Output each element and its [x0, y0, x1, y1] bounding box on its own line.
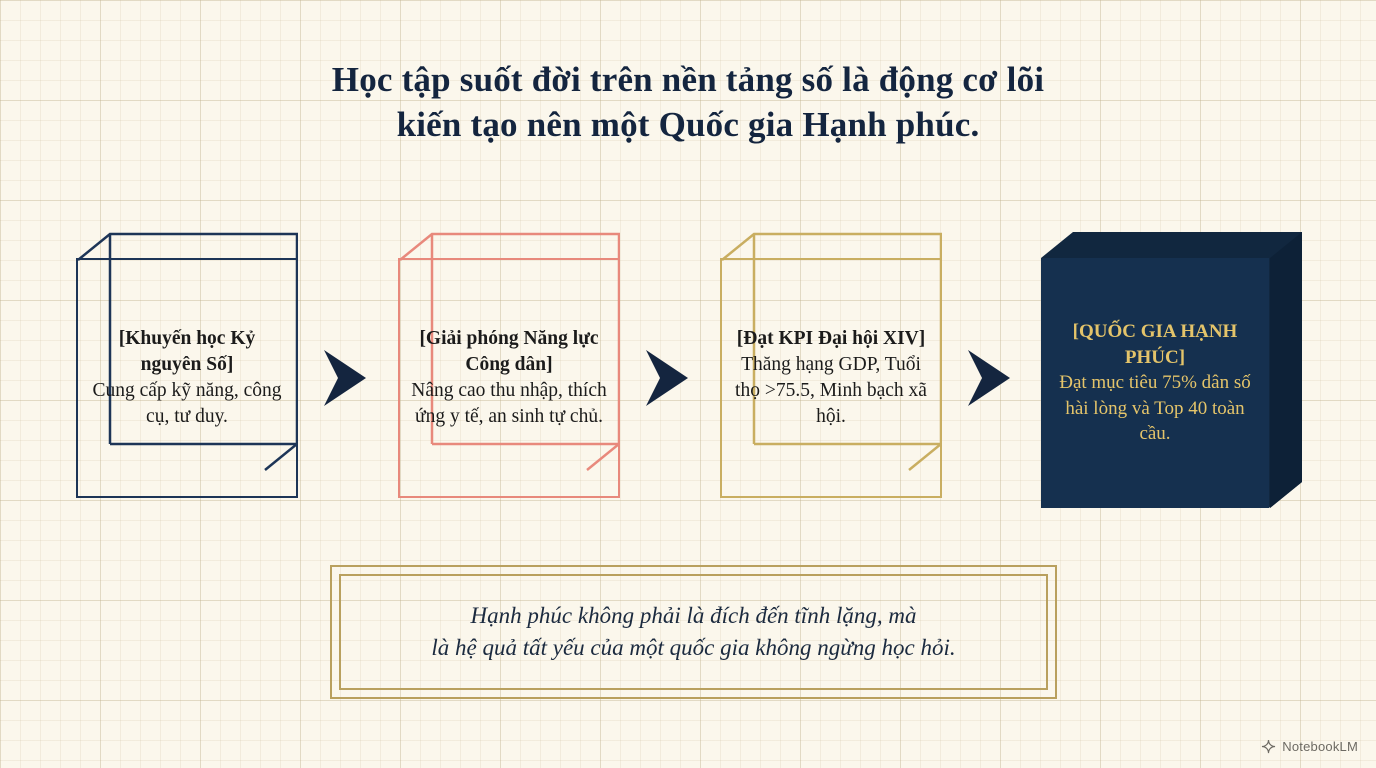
- quote-text: [364, 585, 1023, 679]
- notebooklm-logo-icon: [1261, 739, 1276, 754]
- flow-step-1-body: Cung cấp kỹ năng, công cụ, tư duy.: [92, 380, 282, 427]
- arrow-right-icon: [968, 350, 1010, 406]
- arrow-right-icon: [324, 350, 366, 406]
- watermark: [1261, 739, 1358, 754]
- cube-front-face-1: [76, 258, 298, 498]
- page-title-line-1: Học tập suốt đời trên nền tảng số là động cơ lõi: [331, 60, 1045, 99]
- flow-step-1-label: [87, 326, 287, 430]
- flow-step-3-heading: [Đạt KPI Đại hội XIV]: [736, 328, 926, 350]
- flow-step-2-heading: [Giải phóng Năng lực Công dân]: [419, 328, 599, 376]
- cube-front-face-3: [720, 258, 942, 498]
- flow-step-2-label: [409, 326, 609, 430]
- flow-arrow-1: [324, 350, 366, 406]
- flow-step-4-label: [1053, 319, 1258, 447]
- cube-front-face-4: [1041, 258, 1269, 508]
- quote-corner-bottom-left: [339, 664, 365, 690]
- flow-step-1-heading: [Khuyến học Kỷ nguyên Số]: [118, 328, 256, 376]
- cube-front-face-2: [398, 258, 620, 498]
- process-flow: [66, 232, 1316, 517]
- flow-step-3-label: [731, 326, 931, 430]
- flow-arrow-2: [646, 350, 688, 406]
- page-title-line-2: kiến tạo nên một Quốc gia Hạnh phúc.: [396, 104, 980, 144]
- quote-line-1: Hạnh phúc không phải là đích đến tĩnh lặng, mà: [470, 602, 917, 628]
- arrow-right-icon: [646, 350, 688, 406]
- flow-step-4-heading: [QUỐC GIA HẠNH PHÚC]: [1072, 320, 1238, 368]
- page-title: [0, 58, 1376, 148]
- flow-step-4-body: Đạt mục tiêu 75% dân số hài lòng và Top 40 toàn cầu.: [1059, 372, 1251, 445]
- quote-corner-top-right: [1022, 574, 1048, 600]
- quote-panel: [330, 565, 1057, 699]
- quote-corner-top-left: [339, 574, 365, 600]
- quote-corner-bottom-right: [1022, 664, 1048, 690]
- watermark-label: NotebookLM: [1282, 739, 1358, 754]
- quote-line-2: là hệ quả tất yếu của một quốc gia không ngừng học hỏi.: [431, 635, 956, 660]
- flow-arrow-3: [968, 350, 1010, 406]
- flow-step-2-body: Nâng cao thu nhập, thích ứng y tế, an sinh tự chủ.: [411, 380, 607, 427]
- flow-step-3-body: Thăng hạng GDP, Tuổi thọ >75.5, Minh bạch xã hội.: [735, 354, 927, 427]
